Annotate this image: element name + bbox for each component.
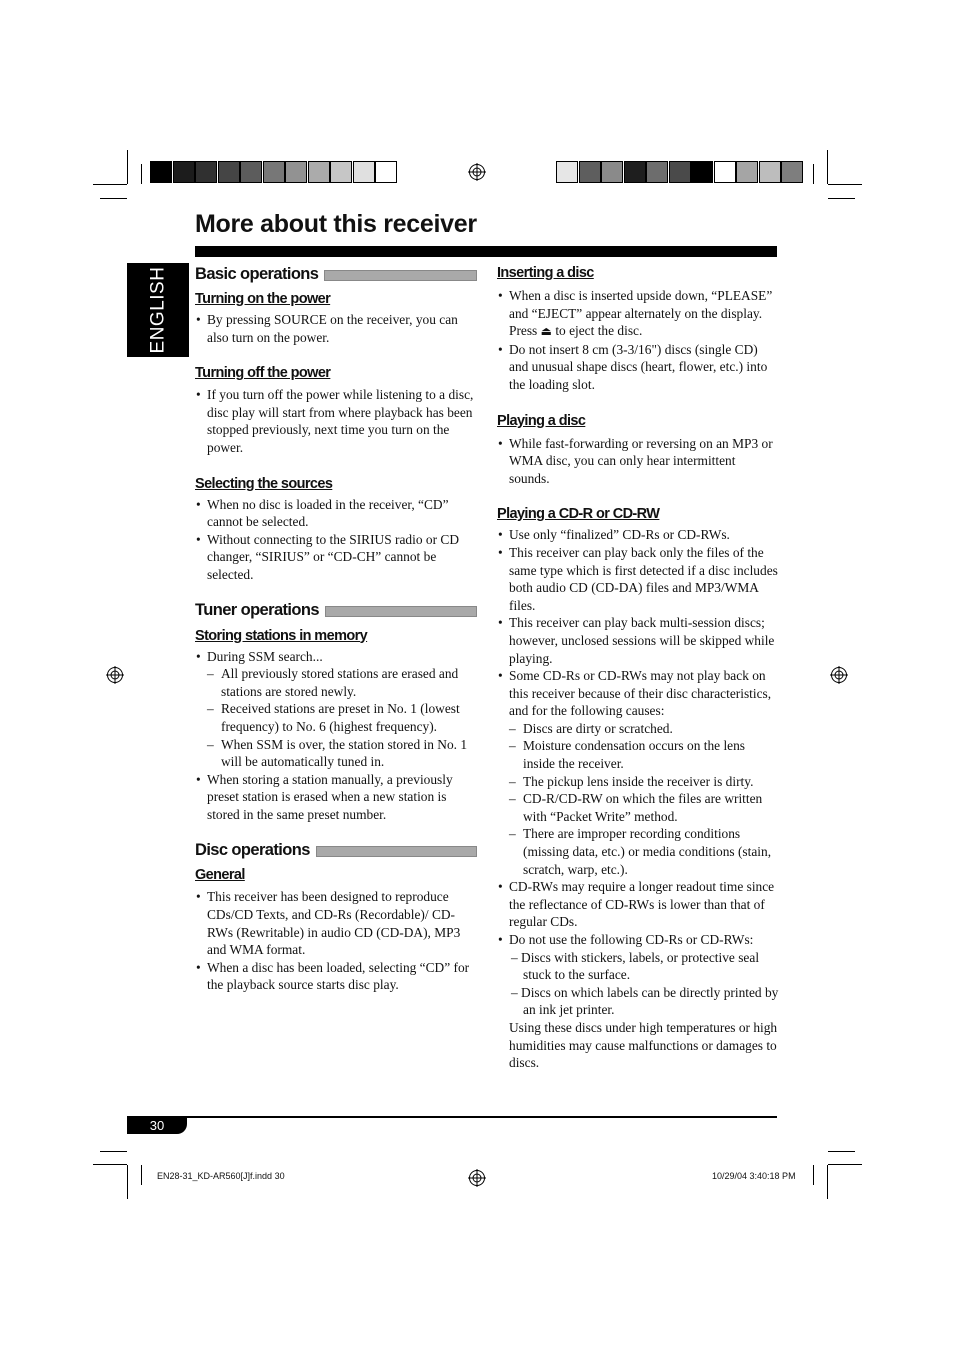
eject-icon: ⏏ <box>540 324 552 339</box>
subheading-selecting-sources: Selecting the sources <box>195 475 333 492</box>
crop-mark <box>828 184 862 185</box>
crop-mark <box>827 1165 828 1199</box>
list-storing-stations <box>195 648 477 824</box>
crop-mark <box>93 184 127 185</box>
crop-mark <box>141 164 142 184</box>
list-item: • While fast-forwarding or reversing on an MP3 or WMA disc, you can only hear intermittent sounds. <box>497 435 779 488</box>
list-item: • Some CD-Rs or CD-RWs may not play back on this receiver because of their disc characteristics, and for the following causes: <box>497 667 779 720</box>
file-slug: EN28-31_KD-AR560[J]f.indd 30 <box>157 1171 285 1181</box>
color-swatch <box>285 161 307 183</box>
section-heading-basic-operations: Basic operations <box>195 263 477 285</box>
crop-mark <box>828 198 855 199</box>
list-item: • Use only “finalized” CD-Rs or CD-RWs. <box>497 526 779 544</box>
section-heading-disc-operations: Disc operations <box>195 839 477 861</box>
color-swatch <box>714 161 736 183</box>
list-subitem: – The pickup lens inside the receiver is dirty. <box>497 773 779 791</box>
list-item: • By pressing SOURCE on the receiver, you can also turn on the power. <box>195 311 477 346</box>
crop-mark <box>813 1165 814 1185</box>
list-subitem: – All previously stored stations are erased and stations are stored newly. <box>195 665 477 700</box>
left-column <box>195 263 477 994</box>
list-item: • When a disc is inserted upside down, “PLEASE” and “EJECT” appear alternately on the display. Press ⏏ to eject the disc. <box>497 287 779 341</box>
list-note: Using these discs under high temperatures or high humidities may cause malfunctions or damages to discs. <box>509 1019 778 1071</box>
color-swatch <box>669 161 691 183</box>
color-swatch <box>308 161 330 183</box>
list-item: • During SSM search... <box>195 648 477 666</box>
list-subitem: – Discs on which labels can be directly printed by an ink jet printer. <box>511 984 779 1018</box>
list-subitem: – When SSM is over, the station stored in No. 1 will be automatically tuned in. <box>195 736 477 771</box>
list-subitem: – CD-R/CD-RW on which the files are written with “Packet Write” method. <box>497 790 779 825</box>
crop-mark <box>100 1151 127 1152</box>
page-number: 30 <box>127 1117 187 1134</box>
crop-mark <box>827 150 828 184</box>
color-swatch <box>579 161 601 183</box>
list-selecting-sources <box>195 496 477 584</box>
list-item: • Do not insert 8 cm (3-3/16") discs (single CD) and unusual shape discs (heart, flower, etc.) into the loading slot. <box>497 341 779 394</box>
list-subitem: – Received stations are preset in No. 1 (lowest frequency) to No. 6 (highest frequency). <box>195 700 477 735</box>
crop-mark <box>813 164 814 184</box>
color-swatch <box>330 161 352 183</box>
color-swatch <box>150 161 172 183</box>
list-subitem: – Discs are dirty or scratched. <box>497 720 779 738</box>
list-item: • When a disc has been loaded, selecting “CD” for the playback source starts disc play. <box>195 959 477 994</box>
right-column <box>497 263 779 1072</box>
list-general <box>195 888 477 994</box>
registration-mark-icon <box>106 666 124 684</box>
crop-mark <box>127 1165 128 1199</box>
list-item: • When no disc is loaded in the receiver, “CD” cannot be selected. <box>195 496 477 531</box>
language-tab-label: ENGLISH <box>147 266 169 354</box>
crop-mark <box>93 1164 127 1165</box>
list-playing <box>497 435 779 488</box>
list-item: • CD-RWs may require a longer readout time since the reflectance of CD-RWs is lower than that of regular CDs. <box>497 878 779 931</box>
registration-mark-icon <box>830 666 848 684</box>
color-swatch <box>240 161 262 183</box>
list-item: • Do not use the following CD-Rs or CD-RWs: <box>497 931 779 949</box>
subheading-playing-cdr: Playing a CD-R or CD-RW <box>497 506 660 523</box>
list-item: • Without connecting to the SIRIUS radio or CD changer, “SIRIUS” or “CD-CH” cannot be selected. <box>195 531 477 584</box>
registration-mark-icon <box>468 1169 486 1187</box>
list-subitem: – Discs with stickers, labels, or protective seal stuck to the surface. <box>511 949 760 983</box>
crop-mark <box>828 1151 855 1152</box>
list-item: • If you turn off the power while listening to a disc, disc play will start from where playback has been stopped previously, next time you turn on the power. <box>195 386 477 456</box>
color-swatch <box>218 161 240 183</box>
date-slug: 10/29/04 3:40:18 PM <box>712 1171 796 1181</box>
section-heading-tuner-operations: Tuner operations <box>195 600 477 622</box>
list-subitem: – Moisture condensation occurs on the lens inside the receiver. <box>497 737 779 772</box>
color-swatch <box>759 161 781 183</box>
color-swatch <box>601 161 623 183</box>
list-item: • This receiver can play back multi-session discs; however, unclosed sessions will be skipped while playing. <box>497 614 779 667</box>
subheading-playing-disc: Playing a disc <box>497 412 586 429</box>
footer-rule <box>127 1116 777 1118</box>
subheading-storing-stations: Storing stations in memory <box>195 627 368 644</box>
color-swatch <box>624 161 646 183</box>
list-item: • This receiver can play back only the files of the same type which is first detected if a disc includes both audio CD (CD-DA) files and MP3/WMA files. <box>497 544 779 614</box>
subheading-inserting-disc: Inserting a disc <box>497 265 594 281</box>
color-swatch <box>736 161 758 183</box>
crop-mark <box>141 1165 142 1185</box>
subheading-turning-on-power: Turning on the power <box>195 291 331 307</box>
subheading-turning-off-power: Turning off the power <box>195 365 331 382</box>
color-swatch <box>195 161 217 183</box>
color-swatch <box>375 161 397 183</box>
color-swatch <box>646 161 668 183</box>
list-turning-off <box>195 386 477 456</box>
crop-mark <box>828 1164 862 1165</box>
page-title: More about this receiver <box>195 210 477 238</box>
crop-mark <box>127 150 128 184</box>
subheading-general: General <box>195 867 245 884</box>
list-inserting <box>497 287 779 394</box>
list-turning-on <box>195 311 477 346</box>
title-rule <box>195 246 777 257</box>
registration-mark-icon <box>468 163 486 181</box>
list-item: • This receiver has been designed to reproduce CDs/CD Texts, and CD-Rs (Recordable)/ CD-RWs (Rewritable) in audio CD (CD-DA), MP3 and WMA format. <box>195 888 477 958</box>
crop-mark <box>100 198 127 199</box>
color-swatch <box>353 161 375 183</box>
color-swatch <box>263 161 285 183</box>
list-subitem: – There are improper recording conditions (missing data, etc.) or media conditions (stain, scratch, warp, etc.). <box>497 825 779 878</box>
color-swatch <box>781 161 803 183</box>
color-swatch <box>691 161 713 183</box>
color-swatch <box>173 161 195 183</box>
color-swatch <box>556 161 578 183</box>
list-item: • When storing a station manually, a previously preset station is erased when a new station is stored in the same preset number. <box>195 771 477 824</box>
list-cdr <box>497 526 779 1071</box>
